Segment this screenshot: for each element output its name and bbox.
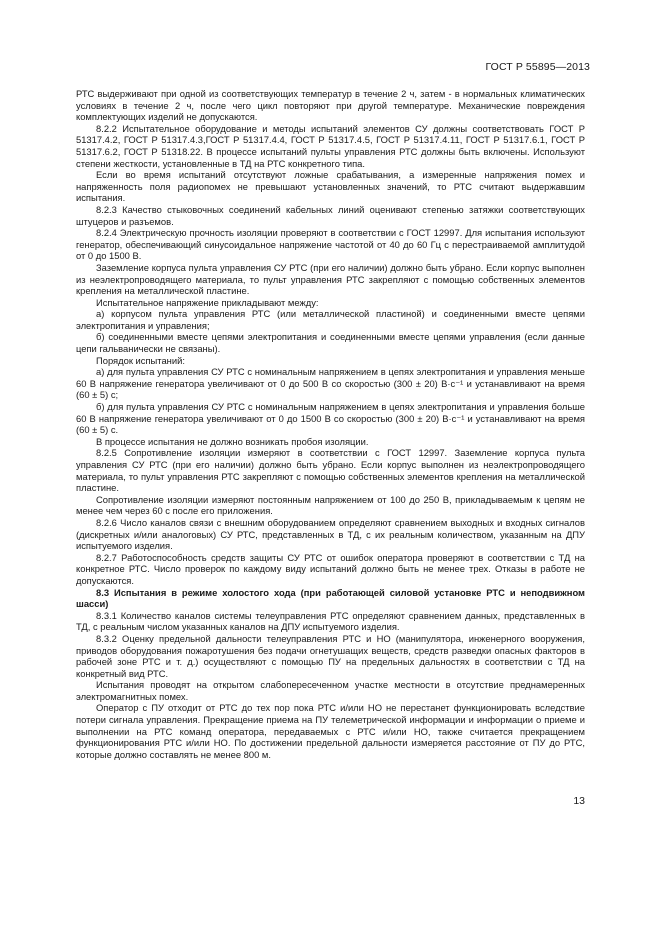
paragraph: 8.2.4 Электрическую прочность изоляции проверяют в соответствии с ГОСТ 12997. Для испытания используют генератор, обеспечивающий синусоидальное напряжение частотой от 40 до 60 Гц с перестраиваемой амплитудой от 0 до 1500 В.	[76, 227, 585, 262]
paragraph: 8.3.1 Количество каналов системы телеуправления РТС определяют сравнением данных, представленных в ТД, с реальным числом указанных каналов на ДПУ испытуемого изделия.	[76, 609, 585, 633]
list-item: б) для пульта управления СУ РТС с номинальным напряжением в цепях электропитания и управления больше 60 В напряжение генератора увеличивают от 0 до 1500 В со скоростью (300 ± 20) В·с⁻¹ и устанавливают на время (60 ± 5) с.	[76, 401, 585, 436]
paragraph: В процессе испытания не должно возникать пробоя изоляции.	[96, 435, 369, 447]
paragraph: РТС выдерживают при одной из соответствующих температур в течение 2 ч, затем - в нормальных климатических условиях в течение 2 ч, после чего цикл повторяют при другой температуре. Механические повреждения комплектующих изделий не допускаются.	[76, 88, 585, 123]
paragraph: Порядок испытаний:	[96, 354, 185, 366]
document-header: ГОСТ Р 55895—2013	[485, 61, 590, 73]
paragraph: Испытательное напряжение прикладывают между:	[96, 296, 319, 308]
paragraph: Оператор с ПУ отходит от РТС до тех пор пока РТС и/или НО не перестанет функционировать вследствие потери сигнала управления. Прекращение приема на ПУ телеметрической информации и информации о приеме и выполнении на РТС команд оператора, передаваемых с РТС и/или НО, также считается прекращением функционирования РТС и/или НО. По достижении предельной дальности измеряется расстояние от ПУ до РТС, которые должно составлять не менее 800 м.	[76, 702, 585, 760]
list-item: а) для пульта управления СУ РТС с номинальным напряжением в цепях электропитания и управления меньше 60 В напряжение генератора увеличивают от 0 до 500 В со скоростью (300 ± 20) В·с⁻¹ и устанавливают на время (60 ± 5) с;	[76, 366, 585, 401]
paragraph: 8.2.2 Испытательное оборудование и методы испытаний элементов СУ должны соответствовать ГОСТ Р 51317.4.2, ГОСТ Р 51317.4.3,ГОСТ Р 51317.4.4, ГОСТ Р 51317.4.5, ГОСТ Р 51317.4.11, ГОСТ Р 51317.6.1, ГОСТ Р 51317.6.2, ГОСТ Р 51318.22. В процессе испытаний пульты управления РТС должны быть включены. Используют степени жесткости, установленные в ТД на РТС конкретного типа.	[76, 122, 585, 169]
paragraph: Испытания проводят на открытом слабопересеченном участке местности в отсутствие преднамеренных электромагнитных помех.	[76, 679, 585, 702]
document-body	[76, 88, 585, 760]
page-number: 13	[573, 795, 585, 807]
paragraph: 8.2.5 Сопротивление изоляции измеряют в соответствии с ГОСТ 12997. Заземление корпуса пульта управления СУ РТС (при его наличии) должно быть убрано. Если корпус выполнен из неэлектропроводящего материала, то пульт управления РТС закрепляют с помощью собственных элементов крепления на металлической пластине.	[76, 447, 585, 494]
paragraph: 8.3.2 Оценку предельной дальности телеуправления РТС и НО (манипулятора, инженерного вооружения, приводов оборудования пожаротушения без подачи огнетушащих веществ, средств разведки опасных факторов в рабочей зоне РТС и т. д.) осуществляют с помощью ПУ на предельных дальностях в соответствии с ТД на конкретный вид РТС.	[76, 632, 585, 679]
list-item: а) корпусом пульта управления РТС (или металлической пластиной) и соединенными вместе цепями электропитания и управления;	[76, 308, 585, 331]
paragraph: Заземление корпуса пульта управления СУ РТС (при его наличии) должно быть убрано. Если корпус выполнен из неэлектропроводящего материала, то пульт управления РТС закрепляют с помощью собственных элементов крепления на металлической пластине.	[76, 261, 585, 297]
section-heading: 8.3 Испытания в режиме холостого хода (при работающей силовой установке РТС и неподвижном шасси)	[76, 586, 585, 610]
list-item: б) соединенными вместе цепями электропитания и соединенными вместе цепями управления (если данные цепи гальванически не связаны).	[76, 331, 585, 355]
paragraph: 8.2.3 Качество стыковочных соединений кабельных линий оценивают степенью затяжки соответствующих штуцеров и разъемов.	[76, 203, 585, 227]
paragraph: Сопротивление изоляции измеряют постоянным напряжением от 100 до 250 В, прикладываемым к цепям не менее чем через 60 с после его приложения.	[76, 493, 585, 517]
paragraph: 8.2.7 Работоспособность средств защиты СУ РТС от ошибок оператора проверяют в соответствии с ТД на конкретное РТС. Число проверок по каждому виду испытаний должно быть не менее трех. Отказы в работе не допускаются.	[76, 551, 585, 586]
paragraph: 8.2.6 Число каналов связи с внешним оборудованием определяют сравнением выходных и входных сигналов (дискретных и/или аналоговых) СУ РТС, представленных в ТД, с их реальным количеством, указанным на ДПУ испытуемого изделия.	[76, 516, 585, 552]
paragraph: Если во время испытаний отсутствуют ложные срабатывания, а измеренные напряжения помех и напряженность поля радиопомех не превышают установленных значений, то РТС считают выдержавшим испытания.	[76, 169, 585, 204]
